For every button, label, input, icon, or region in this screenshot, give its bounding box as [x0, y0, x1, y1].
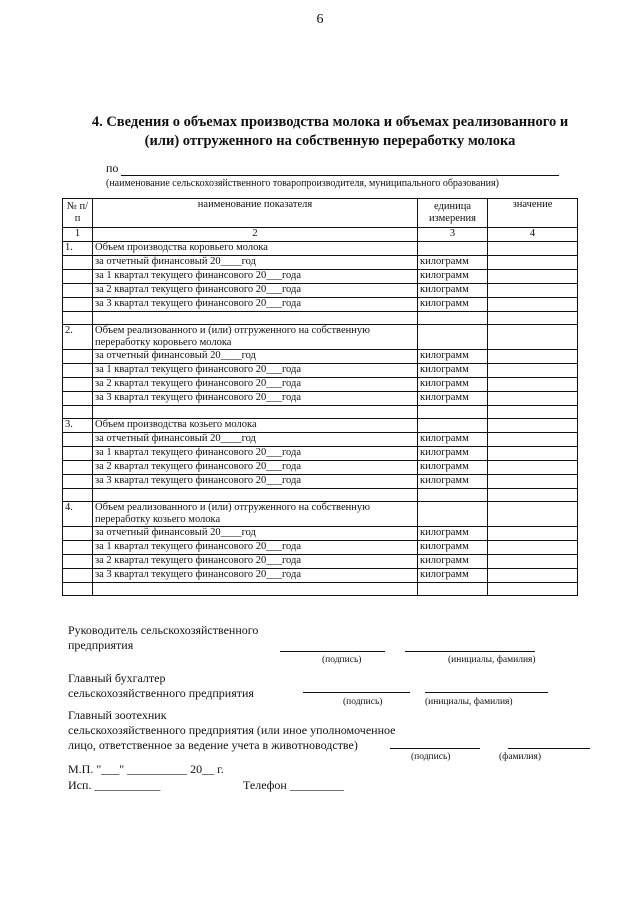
header-unit: единица измерения — [418, 199, 488, 228]
row-value-cell[interactable] — [488, 256, 578, 270]
accountant-line-2: сельскохозяйственного предприятия — [68, 686, 254, 700]
section-unit-cell — [418, 502, 488, 527]
row-unit: килограмм — [418, 270, 488, 284]
section-num: 3. — [63, 419, 93, 433]
row-label: за 3 квартал текущего финансового 20___года — [93, 569, 418, 583]
section-row — [63, 242, 578, 256]
table-row — [63, 433, 578, 447]
blank-cell — [488, 583, 578, 596]
row-num-cell — [63, 350, 93, 364]
row-unit: килограмм — [418, 350, 488, 364]
row-label: за отчетный финансовый 20____год — [93, 433, 418, 447]
head-line-1: Руководитель сельскохозяйственного — [68, 623, 259, 637]
blank-cell — [488, 489, 578, 502]
row-label: за отчетный финансовый 20____год — [93, 256, 418, 270]
row-label: за 2 квартал текущего финансового 20___года — [93, 378, 418, 392]
blank-cell — [93, 406, 418, 419]
table-row — [63, 447, 578, 461]
row-num-cell — [63, 284, 93, 298]
section-value-cell — [488, 419, 578, 433]
accountant-line-1: Главный бухгалтер — [68, 671, 166, 685]
head-sign-line — [280, 651, 385, 652]
table-row — [63, 284, 578, 298]
header-value: значение — [488, 199, 578, 228]
executor: Исп. ___________ — [68, 778, 161, 792]
row-num-cell — [63, 378, 93, 392]
section-unit-cell — [418, 242, 488, 256]
header-num: № п/п — [63, 199, 93, 228]
row-num-cell — [63, 447, 93, 461]
row-num-cell — [63, 298, 93, 312]
row-value-cell[interactable] — [488, 284, 578, 298]
section-num: 4. — [63, 502, 93, 527]
row-value-cell[interactable] — [488, 527, 578, 541]
table-row — [63, 364, 578, 378]
table-row — [63, 569, 578, 583]
blank-cell — [418, 489, 488, 502]
section-row — [63, 502, 578, 527]
row-value-cell[interactable] — [488, 378, 578, 392]
row-value-cell[interactable] — [488, 447, 578, 461]
page-number: 6 — [316, 12, 324, 27]
table-row — [63, 298, 578, 312]
row-label: за 3 квартал текущего финансового 20___года — [93, 475, 418, 489]
row-label: за 1 квартал текущего финансового 20___года — [93, 270, 418, 284]
accountant-name-hint: (инициалы, фамилия) — [425, 697, 513, 707]
section-title-text: Объем производства козьего молока — [95, 419, 257, 430]
header-row — [63, 199, 578, 228]
row-unit: килограмм — [418, 256, 488, 270]
section-num: 1. — [63, 242, 93, 256]
zoo-name-line — [508, 748, 590, 749]
colnum-4: 4 — [488, 228, 578, 242]
colnum-2: 2 — [93, 228, 418, 242]
zoo-line-1: Главный зоотехник — [68, 708, 167, 722]
row-unit: килограмм — [418, 298, 488, 312]
blank-cell — [418, 406, 488, 419]
blank-row — [63, 312, 578, 325]
zoo-name-hint: (фамилия) — [499, 752, 541, 762]
section-row — [63, 325, 578, 350]
blank-cell — [93, 489, 418, 502]
po-fill-line — [121, 175, 559, 176]
row-value-cell[interactable] — [488, 541, 578, 555]
row-value-cell[interactable] — [488, 364, 578, 378]
head-sign-hint: (подпись) — [322, 655, 362, 665]
column-number-row — [63, 228, 578, 242]
table-row — [63, 378, 578, 392]
blank-row — [63, 406, 578, 419]
head-name-line — [405, 651, 535, 652]
head-name-hint: (инициалы, фамилия) — [448, 655, 536, 665]
section-title-text: переработку козьего молока — [95, 514, 221, 525]
row-label: за 2 квартал текущего финансового 20___года — [93, 461, 418, 475]
table-row — [63, 475, 578, 489]
row-value-cell[interactable] — [488, 461, 578, 475]
row-label: за отчетный финансовый 20____год — [93, 527, 418, 541]
section-title-text: переработку коровьего молока — [95, 337, 232, 348]
accountant-sign-line — [303, 692, 410, 693]
row-unit: килограмм — [418, 364, 488, 378]
zoo-line-2: сельскохозяйственного предприятия (или иное уполномоченное — [68, 723, 396, 737]
row-unit: килограмм — [418, 378, 488, 392]
row-value-cell[interactable] — [488, 475, 578, 489]
blank-cell — [418, 583, 488, 596]
section-unit-cell — [418, 419, 488, 433]
row-unit: килограмм — [418, 284, 488, 298]
blank-row — [63, 583, 578, 596]
row-label: за 3 квартал текущего финансового 20___года — [93, 392, 418, 406]
section-title-text: Объем производства коровьего молока — [95, 242, 268, 253]
row-unit: килограмм — [418, 447, 488, 461]
row-unit: килограмм — [418, 569, 488, 583]
accountant-sign-hint: (подпись) — [343, 697, 383, 707]
row-unit: килограмм — [418, 461, 488, 475]
row-num-cell — [63, 569, 93, 583]
row-num-cell — [63, 256, 93, 270]
table-row — [63, 256, 578, 270]
table-row — [63, 350, 578, 364]
po-hint: (наименование сельскохозяйственного товаропроизводителя, муниципального образования) — [106, 178, 499, 189]
row-unit: килограмм — [418, 555, 488, 569]
colnum-3: 3 — [418, 228, 488, 242]
blank-cell — [93, 312, 418, 325]
po-label: по — [106, 161, 119, 175]
row-unit: килограмм — [418, 392, 488, 406]
row-num-cell — [63, 433, 93, 447]
row-num-cell — [63, 364, 93, 378]
blank-row — [63, 489, 578, 502]
row-num-cell — [63, 392, 93, 406]
blank-cell — [488, 312, 578, 325]
row-value-cell[interactable] — [488, 433, 578, 447]
section-value-cell — [488, 242, 578, 256]
section-value-cell — [488, 502, 578, 527]
blank-cell — [63, 489, 93, 502]
colnum-1: 1 — [63, 228, 93, 242]
table-row — [63, 270, 578, 284]
table-row — [63, 555, 578, 569]
section-title-cell — [93, 242, 418, 256]
row-label: за 1 квартал текущего финансового 20___года — [93, 541, 418, 555]
row-unit: килограмм — [418, 541, 488, 555]
row-value-cell[interactable] — [488, 270, 578, 284]
row-value-cell[interactable] — [488, 392, 578, 406]
header-name: наименование показателя — [93, 199, 418, 228]
section-title-cell — [93, 502, 418, 527]
zoo-sign-hint: (подпись) — [411, 752, 451, 762]
row-unit: килограмм — [418, 475, 488, 489]
section-title — [70, 113, 590, 151]
row-num-cell — [63, 527, 93, 541]
blank-cell — [488, 406, 578, 419]
mp-date: М.П. "___" __________ 20__ г. — [68, 762, 224, 776]
section-row — [63, 419, 578, 433]
row-label: за 2 квартал текущего финансового 20___года — [93, 555, 418, 569]
section-unit-cell — [418, 325, 488, 350]
row-num-cell — [63, 270, 93, 284]
section-title-cell — [93, 419, 418, 433]
section-title-text: Объем реализованного и (или) отгруженного на собственную — [95, 502, 370, 513]
row-value-cell[interactable] — [488, 350, 578, 364]
section-num: 2. — [63, 325, 93, 350]
blank-cell — [63, 406, 93, 419]
section-title-cell — [93, 325, 418, 350]
row-value-cell[interactable] — [488, 555, 578, 569]
row-label: за 3 квартал текущего финансового 20___года — [93, 298, 418, 312]
blank-cell — [93, 583, 418, 596]
section-title-line-2: (или) отгруженного на собственную переработку молока — [144, 133, 516, 149]
blank-cell — [63, 312, 93, 325]
row-num-cell — [63, 475, 93, 489]
zoo-sign-line — [390, 748, 480, 749]
row-unit: килограмм — [418, 433, 488, 447]
table-row — [63, 527, 578, 541]
row-label: за отчетный финансовый 20____год — [93, 350, 418, 364]
table-row — [63, 461, 578, 475]
table-row — [63, 392, 578, 406]
blank-cell — [418, 312, 488, 325]
row-unit: килограмм — [418, 527, 488, 541]
row-value-cell[interactable] — [488, 298, 578, 312]
section-title-text: Объем реализованного и (или) отгруженного на собственную — [95, 325, 370, 336]
row-num-cell — [63, 555, 93, 569]
row-label: за 1 квартал текущего финансового 20___года — [93, 447, 418, 461]
row-num-cell — [63, 541, 93, 555]
phone: Телефон _________ — [243, 778, 344, 792]
head-line-2: предприятия — [68, 638, 134, 652]
section-title-line-1: 4. Сведения о объемах производства молока и объемах реализованного и — [91, 114, 569, 130]
data-table — [62, 198, 578, 596]
row-value-cell[interactable] — [488, 569, 578, 583]
accountant-name-line — [425, 692, 548, 693]
row-num-cell — [63, 461, 93, 475]
row-label: за 1 квартал текущего финансового 20___года — [93, 364, 418, 378]
row-label: за 2 квартал текущего финансового 20___года — [93, 284, 418, 298]
zoo-line-3: лицо, ответственное за ведение учета в животноводстве) — [68, 738, 358, 752]
section-value-cell — [488, 325, 578, 350]
blank-cell — [63, 583, 93, 596]
table-row — [63, 541, 578, 555]
